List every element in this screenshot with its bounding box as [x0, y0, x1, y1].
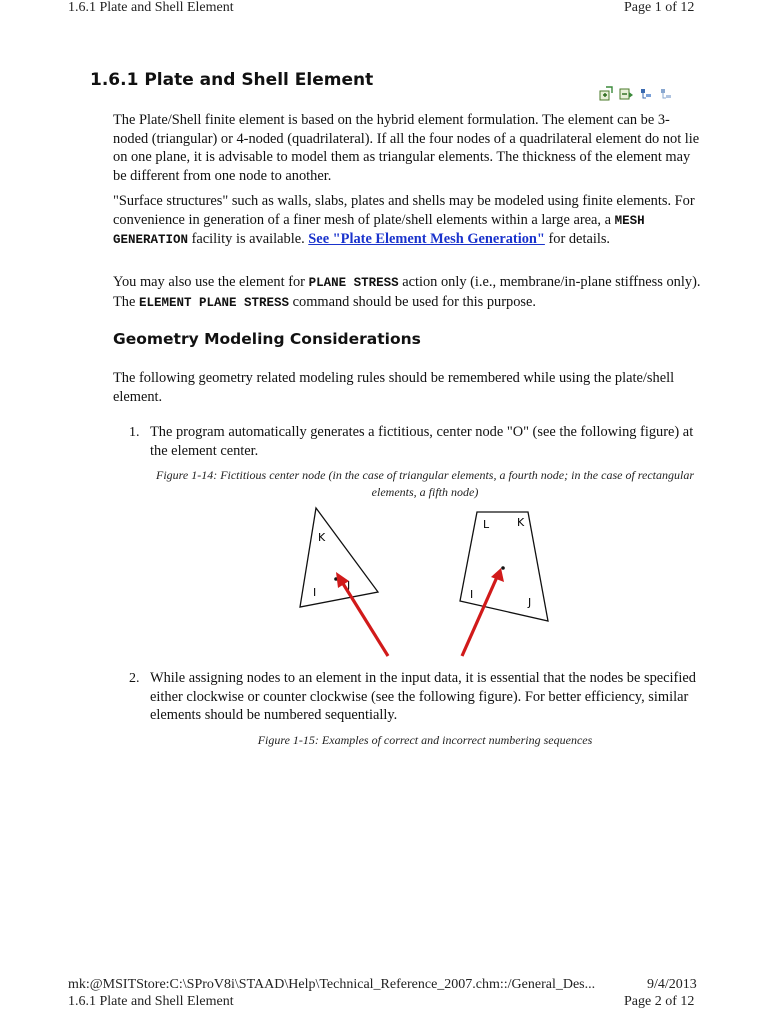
p2-text-b: facility is available.	[188, 231, 309, 247]
page-header-title: 1.6.1 Plate and Shell Element	[68, 0, 234, 15]
list-item-text: While assigning nodes to an element in the input data, it is essential that the nodes be specified either clockwise or counter clockwise (see the following figure). For better efficiency, similar elements should be numbered sequentially.	[150, 670, 696, 723]
p2-text-a: "Surface structures" such as walls, slabs, plates and shells may be modeled using finite elements. For convenience in generation of a finer mesh of plate/shell elements within a large area, a	[113, 193, 695, 228]
hide-outline-icon[interactable]	[658, 86, 674, 102]
quad-center-arrow	[462, 577, 497, 656]
p2-text-c: for details.	[544, 231, 611, 247]
quad-label-i: I	[470, 588, 474, 601]
list-item-number: 1.	[129, 425, 140, 440]
p3-text-a: You may also use the element for	[113, 274, 309, 290]
geometry-intro: The following geometry related modeling rules should be remembered while using the plate/shell element.	[113, 370, 675, 405]
list-item-text: The program automatically generates a fictitious, center node "O" (see the following figure) at the element center.	[150, 424, 694, 459]
quad-label-k: K	[517, 516, 525, 529]
triangle-label-k: K	[318, 531, 326, 544]
figure-caption: Figure 1-15: Examples of correct and incorrect numbering sequences	[257, 733, 593, 747]
p3-text-c: command should be used for this purpose.	[289, 293, 537, 310]
plane-stress-code: PLANE STRESS	[308, 276, 399, 290]
collapse-all-icon[interactable]	[618, 86, 634, 102]
help-toolbar	[598, 86, 674, 102]
footer-page: Page 2 of 12	[624, 994, 695, 1009]
page-header-page: Page 1 of 12	[624, 0, 695, 15]
list-item-number: 2.	[129, 671, 140, 686]
mesh-generation-code: MESH GENERATION	[113, 213, 645, 247]
expand-all-icon[interactable]	[598, 86, 614, 102]
quad-element	[460, 512, 548, 621]
triangle-label-j: J	[347, 579, 351, 592]
element-plane-stress-code: ELEMENT PLANE STRESS	[138, 295, 290, 310]
section-title: 1.6.1 Plate and Shell Element	[90, 70, 374, 90]
p3-text-b: action only (i.e., membrane/in-plane stiffness only). The	[113, 274, 701, 310]
quad-label-j: J	[528, 596, 532, 609]
footer-path: mk:@MSITStore:C:\SProV8i\STAAD\Help\Technical_Reference_2007.chm::/General_Des...	[68, 977, 596, 992]
figure-1-14	[290, 500, 560, 660]
plane-stress-paragraph	[113, 273, 703, 312]
figure-caption: Figure 1-14: Fictitious center node (in the case of triangular elements, a fourth node; in the case of rectangular elements, a fifth node)	[155, 468, 694, 499]
footer-title: 1.6.1 Plate and Shell Element	[68, 994, 234, 1009]
triangle-center-arrow	[342, 582, 388, 656]
surface-structures-paragraph	[113, 192, 703, 250]
triangle-element	[300, 508, 378, 607]
quad-label-l: L	[483, 518, 490, 531]
quad-center-node	[501, 566, 505, 570]
intro-paragraph: The Plate/Shell finite element is based on the hybrid element formulation. The element can be 3-noded (triangular) or 4-noded (quadrilateral). If all the four nodes of a quadrilateral element do not lie on one plane, it is advisable to model them as triangular elements. The thickness of the element may be different from one node to another.	[113, 112, 700, 184]
triangle-label-i: I	[313, 586, 317, 599]
footer-date: 9/4/2013	[647, 977, 697, 992]
geometry-heading: Geometry Modeling Considerations	[113, 330, 421, 348]
quad-arrow-head	[491, 568, 504, 582]
show-outline-icon[interactable]	[638, 86, 654, 102]
mesh-generation-link[interactable]: See "Plate Element Mesh Generation"	[308, 231, 545, 247]
